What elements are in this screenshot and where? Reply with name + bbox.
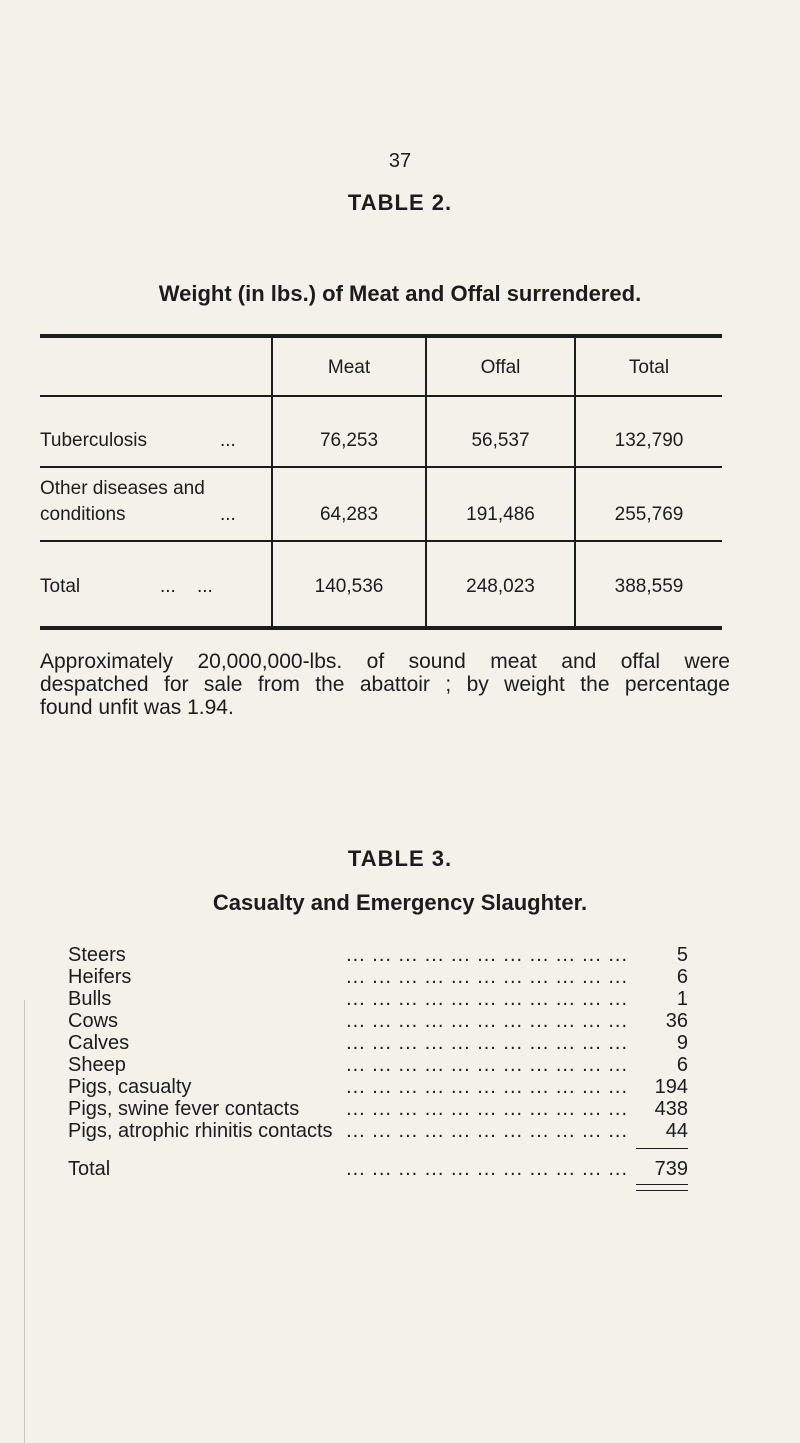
dot-leader: ... ... ... ... ... ... ... ... ... ... ... <box>346 1076 628 1098</box>
list-item <box>68 1120 688 1142</box>
item-value: 194 <box>654 1076 688 1098</box>
table-top-rule <box>40 334 722 338</box>
item-value: 44 <box>665 1120 688 1142</box>
weight-table <box>40 334 722 630</box>
dot-leader: ... ... ... ... ... ... ... ... ... ... ... <box>346 1120 628 1142</box>
sum-rule-wrap <box>68 1142 688 1150</box>
item-label: Pigs, atrophic rhinitis contacts <box>68 1120 337 1142</box>
total-value: 388,559 <box>614 576 684 597</box>
paragraph-line: found unfit was 1.94. <box>40 696 234 719</box>
table3-title: TABLE 3. <box>347 846 453 871</box>
total-value: 739 <box>654 1158 688 1180</box>
paragraph-line: Approximately 20,000,000-lbs. of sound meat and offal were <box>40 650 730 673</box>
table3-subtitle: Casualty and Emergency Slaughter. <box>212 890 588 915</box>
item-value: 5 <box>676 944 688 966</box>
header-offal: Offal <box>480 357 521 378</box>
table-bottom-rule <box>40 626 722 630</box>
dot-leader: ... ... ... ... ... ... ... ... ... ... ... <box>346 1032 628 1054</box>
table2-title: TABLE 2. <box>347 190 453 215</box>
item-value: 438 <box>654 1098 688 1120</box>
item-label: Heifers <box>68 966 135 988</box>
row-label-continued: conditions <box>40 504 126 525</box>
dot-leader: ... ... ... ... ... ... ... ... ... ... ... <box>346 944 628 966</box>
meat-value: 140,536 <box>314 576 384 597</box>
offal-value: 248,023 <box>466 576 535 597</box>
dot-leader: ... ... ... ... ... ... ... ... ... ... ... <box>346 1054 628 1076</box>
list-item <box>68 944 688 966</box>
list-item <box>68 1054 688 1076</box>
row-dots: ... ... <box>160 576 213 597</box>
header-rule <box>40 395 722 397</box>
dot-leader: ... ... ... ... ... ... ... ... ... ... ... <box>346 1098 628 1120</box>
item-value: 9 <box>676 1032 688 1054</box>
paragraph-line: despatched for sale from the abattoir ; by weight the percentage <box>40 673 730 696</box>
page-number: 37 <box>388 150 412 172</box>
slaughter-list <box>68 944 688 1190</box>
list-item <box>68 988 688 1010</box>
dot-leader: ... ... ... ... ... ... ... ... ... ... ... <box>346 966 628 988</box>
summary-paragraph <box>40 650 730 719</box>
double-rule-wrap <box>68 1180 688 1190</box>
row-label: Total <box>40 576 81 597</box>
list-item <box>68 1010 688 1032</box>
total-label: Total <box>68 1158 114 1180</box>
row2-rule <box>40 540 722 542</box>
dot-leader: ... ... ... ... ... ... ... ... ... ... ... <box>346 988 628 1010</box>
item-value: 1 <box>676 988 688 1010</box>
item-value: 6 <box>676 1054 688 1076</box>
row-label: Other diseases and <box>40 478 205 499</box>
row1-rule <box>40 466 722 468</box>
meat-value: 64,283 <box>319 504 379 525</box>
header-meat: Meat <box>327 357 371 378</box>
sum-rule <box>636 1148 688 1149</box>
row-label: Tuberculosis <box>40 430 148 451</box>
item-label: Sheep <box>68 1054 130 1076</box>
item-label: Calves <box>68 1032 133 1054</box>
total-value: 132,790 <box>614 430 684 451</box>
item-label: Cows <box>68 1010 122 1032</box>
row-dots: ... <box>220 504 236 525</box>
list-item <box>68 1032 688 1054</box>
double-rule <box>636 1184 688 1191</box>
item-label: Pigs, casualty <box>68 1076 195 1098</box>
item-value: 36 <box>665 1010 688 1032</box>
total-row <box>68 1158 688 1180</box>
offal-value: 191,486 <box>466 504 535 525</box>
item-label: Steers <box>68 944 130 966</box>
item-label: Pigs, swine fever contacts <box>68 1098 303 1120</box>
dot-leader: ... ... ... ... ... ... ... ... ... ... ... <box>346 1158 628 1180</box>
binding-edge <box>24 1000 25 1443</box>
item-value: 6 <box>676 966 688 988</box>
list-item <box>68 966 688 988</box>
list-item <box>68 1076 688 1098</box>
header-total: Total <box>628 357 670 378</box>
total-value: 255,769 <box>614 504 684 525</box>
dot-leader: ... ... ... ... ... ... ... ... ... ... ... <box>346 1010 628 1032</box>
table2-subtitle: Weight (in lbs.) of Meat and Offal surrendered. <box>158 281 642 306</box>
item-label: Bulls <box>68 988 115 1010</box>
list-item <box>68 1098 688 1120</box>
meat-value: 76,253 <box>319 430 379 451</box>
offal-value: 56,537 <box>471 430 530 451</box>
row-dots: ... <box>220 430 236 451</box>
